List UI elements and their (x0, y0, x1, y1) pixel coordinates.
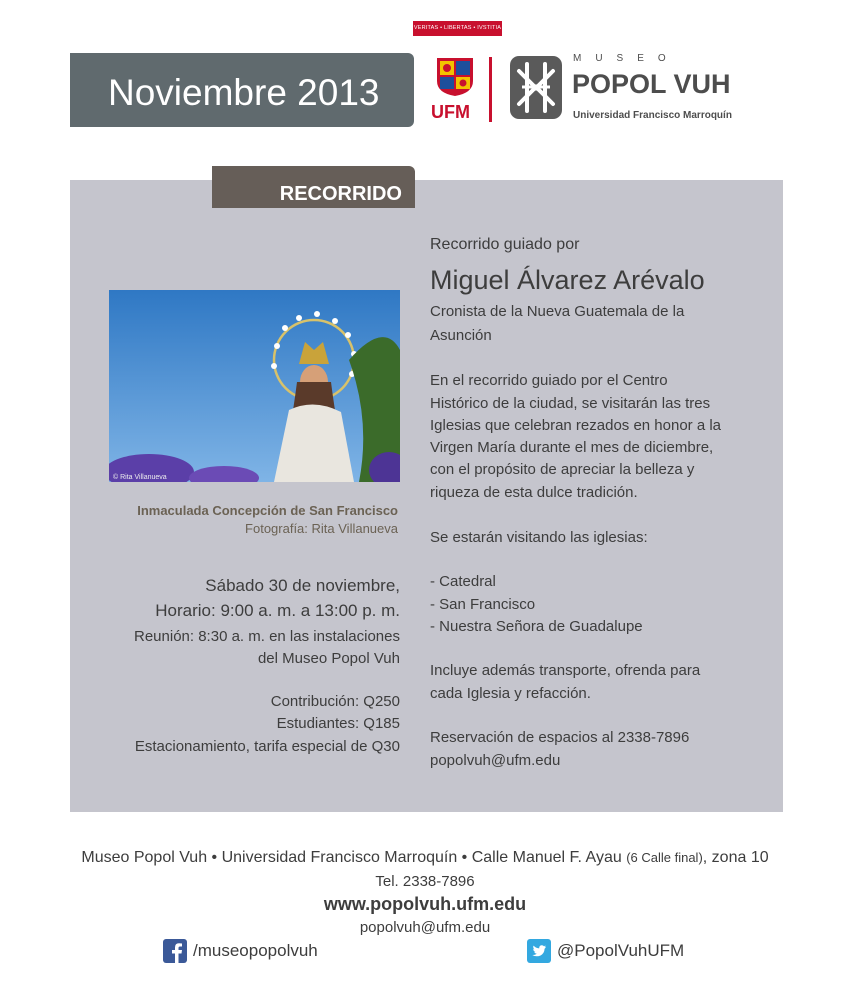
guide-intro: Recorrido guiado por (430, 236, 580, 253)
description-line: con el propósito de apreciar la belleza y (430, 461, 695, 478)
includes-line-1: Incluye además transporte, ofrenda para (430, 662, 701, 679)
meeting-line-2: del Museo Popol Vuh (257, 650, 400, 667)
event-date: Sábado 30 de noviembre, (205, 576, 400, 595)
twitter-handle-link[interactable]: @PopolVuhUFM (557, 941, 685, 960)
event-hours: Horario: 9:00 a. m. a 13:00 p. m. (155, 601, 400, 620)
churches-intro: Se estarán visitando las iglesias: (430, 529, 648, 546)
popol-vuh-emblem-logo (510, 56, 562, 119)
ufm-wordmark: UFM (431, 102, 470, 122)
footer-email-link[interactable]: popolvuh@ufm.edu (359, 919, 491, 936)
includes-line-2: cada Iglesia y refacción. (430, 685, 591, 702)
ufm-motto: VERITAS • LIBERTAS • IVSTITIA (413, 21, 502, 36)
description-line: Histórico de la ciudad, se visitarán las tres (430, 395, 711, 412)
guide-role-1: Cronista de la Nueva Guatemala de la (430, 303, 685, 320)
month-title: Noviembre 2013 (108, 72, 380, 113)
guide-role-2: Asunción (430, 327, 492, 344)
twitter-icon[interactable] (527, 939, 551, 963)
footer-address-end: , zona 10 (702, 849, 769, 866)
guide-name: Miguel Álvarez Arévalo (430, 265, 705, 295)
footer-address-main: Museo Popol Vuh • Universidad Francisco Marroquín • Calle Manuel F. Ayau (81, 849, 627, 866)
description-line: En el recorrido guiado por el Centro (430, 372, 668, 389)
meeting-line-1: Reunión: 8:30 a. m. en las instalaciones (134, 628, 400, 645)
church-item: - Catedral (430, 573, 496, 590)
students-price: Estudiantes: Q185 (276, 715, 400, 732)
footer-phone: Tel. 2338-7896 (375, 873, 475, 890)
popol-vuh-wordmark: POPOL VUH (572, 69, 731, 99)
reservation-phone: Reservación de espacios al 2338-7896 (430, 729, 690, 746)
church-item: - San Francisco (430, 596, 536, 613)
church-item: - Nuestra Señora de Guadalupe (430, 618, 643, 635)
photo-caption-credit: Fotografía: Rita Villanueva (245, 521, 398, 536)
logo-divider (489, 57, 492, 122)
footer-address-note: (6 Calle final) (626, 850, 703, 865)
photo-caption-title: Inmaculada Concepción de San Francisco (137, 503, 398, 518)
parking-price: Estacionamiento, tarifa especial de Q30 (134, 738, 400, 755)
description-line: Virgen María durante el mes de diciembre, (430, 439, 714, 456)
popol-vuh-subtitle: Universidad Francisco Marroquín (573, 110, 732, 121)
footer-website-link[interactable]: www.popolvuh.ufm.edu (323, 894, 527, 914)
contribution-price: Contribución: Q250 (270, 693, 400, 710)
ufm-shield-logo (436, 57, 474, 97)
description-line: riqueza de esta dulce tradición. (430, 484, 638, 501)
description-line: Iglesias que celebran rezados en honor a la (430, 417, 722, 434)
footer-address (0, 849, 850, 867)
facebook-icon[interactable] (163, 939, 187, 963)
photo-watermark: © Rita Villanueva (113, 474, 167, 481)
virgin-statue-photo (109, 290, 400, 482)
museo-label: MUSEO (573, 53, 680, 64)
section-label: RECORRIDO (279, 183, 402, 205)
facebook-handle-link[interactable]: /museopopolvuh (193, 941, 318, 960)
reservation-email: popolvuh@ufm.edu (430, 752, 561, 769)
